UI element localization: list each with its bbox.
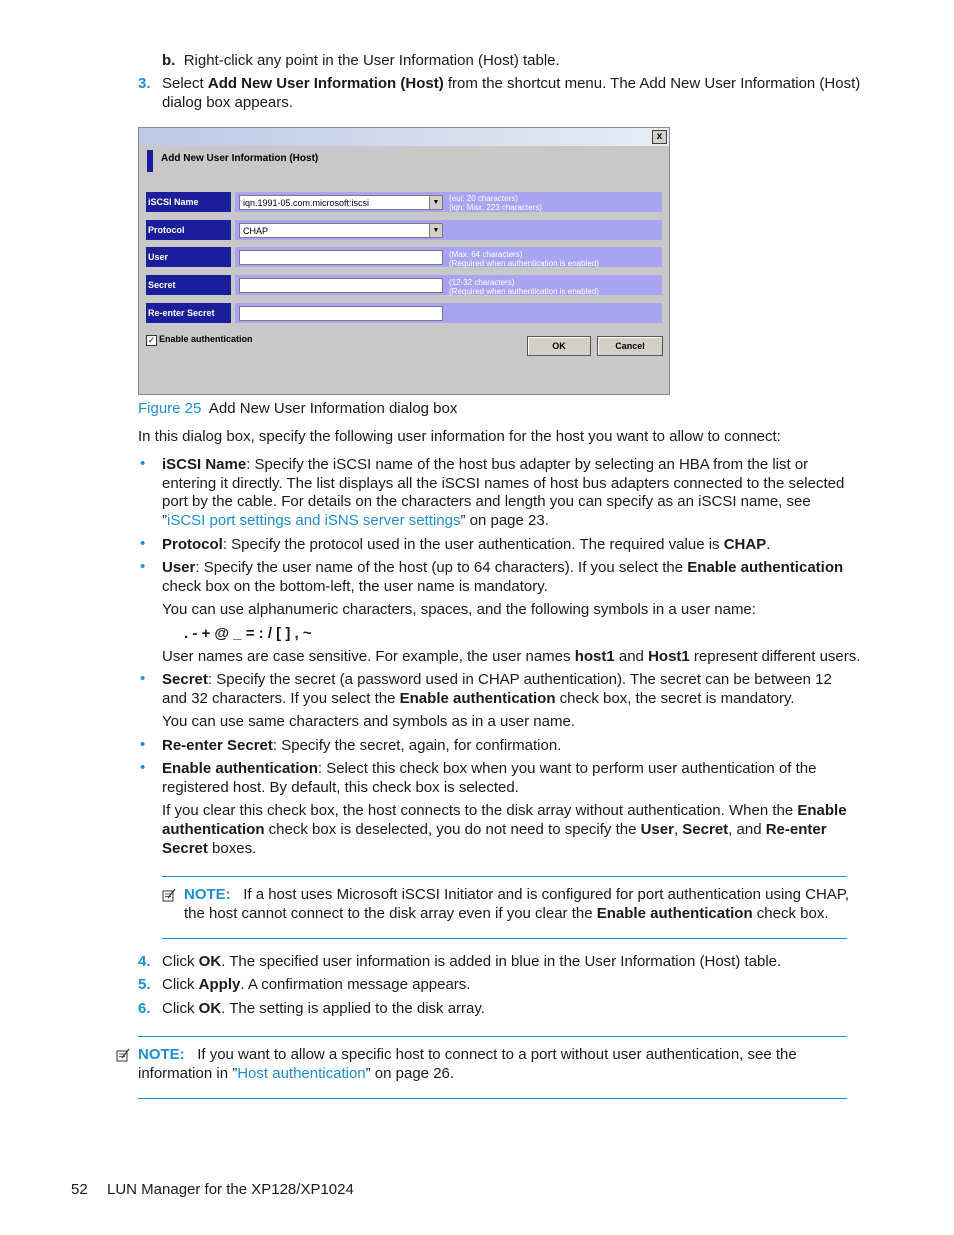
note-label: NOTE:	[184, 886, 231, 903]
add-user-dialog	[138, 127, 670, 395]
iscsi-name-item-line2: entering it directly. The list displays all the iSCSI names of host bus adapters connected to the selected	[162, 475, 845, 492]
step-5-number: 5.	[138, 976, 151, 993]
note-2-line2: information in ”Host authentication” on page 26.	[138, 1065, 455, 1082]
secret-hint-2: (Required when authentication is enabled)	[449, 287, 599, 296]
user-input[interactable]	[239, 250, 443, 265]
step-b	[162, 51, 560, 70]
ok-button[interactable]: OK	[527, 336, 591, 356]
step-3-text: Select Add New User Information (Host) from the shortcut menu. The Add New User Information (Host)	[162, 75, 861, 92]
secret-input[interactable]	[239, 278, 443, 293]
secret-item-line2: and 32 characters. If you select the Enable authentication check box, the secret is mandatory.	[162, 690, 795, 707]
enable-auth-item: Enable authentication: Select this check box when you want to perform user authentication of the	[162, 760, 817, 777]
protocol-combo[interactable]: CHAP ▼	[239, 223, 443, 238]
secret-hint-1: (12-32 characters)	[449, 278, 515, 287]
figure-caption-text: Add New User Information dialog box	[208, 400, 458, 417]
bullet-marker: •	[140, 736, 146, 753]
step-marker: b.	[162, 52, 176, 69]
step-4-text: Click OK. The specified user information is added in blue in the User Information (Host) table.	[162, 953, 782, 970]
enable-authentication-label: Enable authentication	[159, 334, 253, 344]
note-1-line1: NOTE: If a host uses Microsoft iSCSI Initiator and is configured for port authentication using CHAP,	[184, 886, 850, 903]
reenter-secret-item: Re-enter Secret: Specify the secret, again, for confirmation.	[162, 737, 562, 754]
iscsi-name-hint-1: (eui: 20 characters)	[449, 194, 518, 203]
dialog-titlebar	[139, 128, 669, 146]
dialog-heading-marker	[147, 150, 153, 172]
bullet-marker: •	[140, 535, 146, 552]
enable-auth-detail-line2: authentication check box is deselected, you do not need to specify the User, Secret, and Re-enter	[162, 821, 827, 838]
host-authentication-link[interactable]: Host authentication	[237, 1065, 366, 1082]
page-number: 52	[71, 1181, 88, 1198]
reenter-secret-label: Re-enter Secret	[146, 303, 231, 323]
user-item-symbols-intro: You can use alphanumeric characters, spaces, and the following symbols in a user name:	[162, 601, 756, 618]
user-hint-2: (Required when authentication is enabled)	[449, 259, 599, 268]
bullet-marker: •	[140, 558, 146, 575]
note-label: NOTE:	[138, 1046, 185, 1063]
note-1-line2: the host cannot connect to the disk array even if you clear the Enable authentication check box.	[184, 905, 829, 922]
user-hint-1: (Max. 64 characters)	[449, 250, 523, 259]
note-icon	[116, 1048, 130, 1062]
cancel-button[interactable]: Cancel	[597, 336, 663, 356]
step-6-number: 6.	[138, 1000, 151, 1017]
note-2-line1: NOTE: If you want to allow a specific host to connect to a port without user authentication, see the	[138, 1046, 797, 1063]
secret-item-chars: You can use same characters and symbols as in a user name.	[162, 713, 575, 730]
note-rule-bottom	[162, 938, 847, 939]
enable-auth-item-line2: registered host. By default, this check box is selected.	[162, 779, 519, 796]
bullet-marker: •	[140, 455, 146, 472]
enable-auth-detail-line1: If you clear this check box, the host connects to the disk array without authentication. When the Enable	[162, 802, 847, 819]
chevron-down-icon[interactable]: ▼	[429, 196, 442, 209]
user-item: User: Specify the user name of the host (up to 64 characters). If you select the Enable authentication	[162, 559, 844, 576]
figure-caption	[138, 399, 457, 418]
user-item-case-note: User names are case sensitive. For example, the user names host1 and Host1 represent different users.	[162, 648, 861, 665]
iscsi-name-hint-2: (iqn: Max. 223 characters)	[449, 203, 542, 212]
user-item-line2: check box on the bottom-left, the user name is mandatory.	[162, 578, 548, 595]
note-rule-top	[138, 1036, 847, 1037]
protocol-label: Protocol	[146, 220, 231, 240]
step-6-text: Click OK. The setting is applied to the disk array.	[162, 1000, 485, 1017]
user-label: User	[146, 247, 231, 267]
iscsi-name-label: iSCSI Name	[146, 192, 231, 212]
step-text: Right-click any point in the User Information (Host) table.	[183, 52, 560, 69]
enable-authentication-checkbox[interactable]: ✓	[147, 335, 156, 345]
iscsi-name-item: iSCSI Name: Specify the iSCSI name of the host bus adapter by selecting an HBA from the list or	[162, 456, 809, 473]
enable-auth-detail-line3: Secret boxes.	[162, 840, 257, 857]
figure-label: Figure 25	[138, 400, 202, 417]
note-rule-top	[162, 876, 847, 877]
step-5-text: Click Apply. A confirmation message appears.	[162, 976, 471, 993]
iscsi-name-item-line4: ”iSCSI port settings and iSNS server settings” on page 23.	[162, 512, 549, 529]
dialog-heading: Add New User Information (Host)	[161, 153, 319, 164]
note-rule-bottom	[138, 1098, 847, 1099]
iscsi-name-item-line3: port by the cable. For details on the characters and length you can specify as an iSCSI name, see	[162, 493, 811, 510]
reenter-secret-input[interactable]	[239, 306, 443, 321]
note-icon	[162, 888, 176, 902]
secret-item: Secret: Specify the secret (a password used in CHAP authentication). The secret can be between 12	[162, 671, 832, 688]
step-3-text-line2: dialog box appears.	[162, 94, 293, 111]
step-4-number: 4.	[138, 953, 151, 970]
close-icon[interactable]: x	[652, 130, 667, 144]
intro-paragraph: In this dialog box, specify the following user information for the host you want to allow to connect:	[138, 428, 781, 445]
user-symbols: . - + @ _ = : / [ ] , ~	[184, 625, 312, 642]
iscsi-port-settings-link[interactable]: iSCSI port settings and iSNS server settings	[167, 512, 461, 529]
bullet-marker: •	[140, 759, 146, 776]
footer-title: LUN Manager for the XP128/XP1024	[107, 1181, 354, 1198]
chevron-down-icon[interactable]: ▼	[429, 224, 442, 237]
secret-label: Secret	[146, 275, 231, 295]
protocol-item: Protocol: Specify the protocol used in the user authentication. The required value is CHAP.	[162, 536, 771, 553]
step-3-number: 3.	[138, 75, 151, 92]
bullet-marker: •	[140, 670, 146, 687]
iscsi-name-combo[interactable]: iqn.1991-05.com.microsoft:iscsi ▼	[239, 195, 443, 210]
